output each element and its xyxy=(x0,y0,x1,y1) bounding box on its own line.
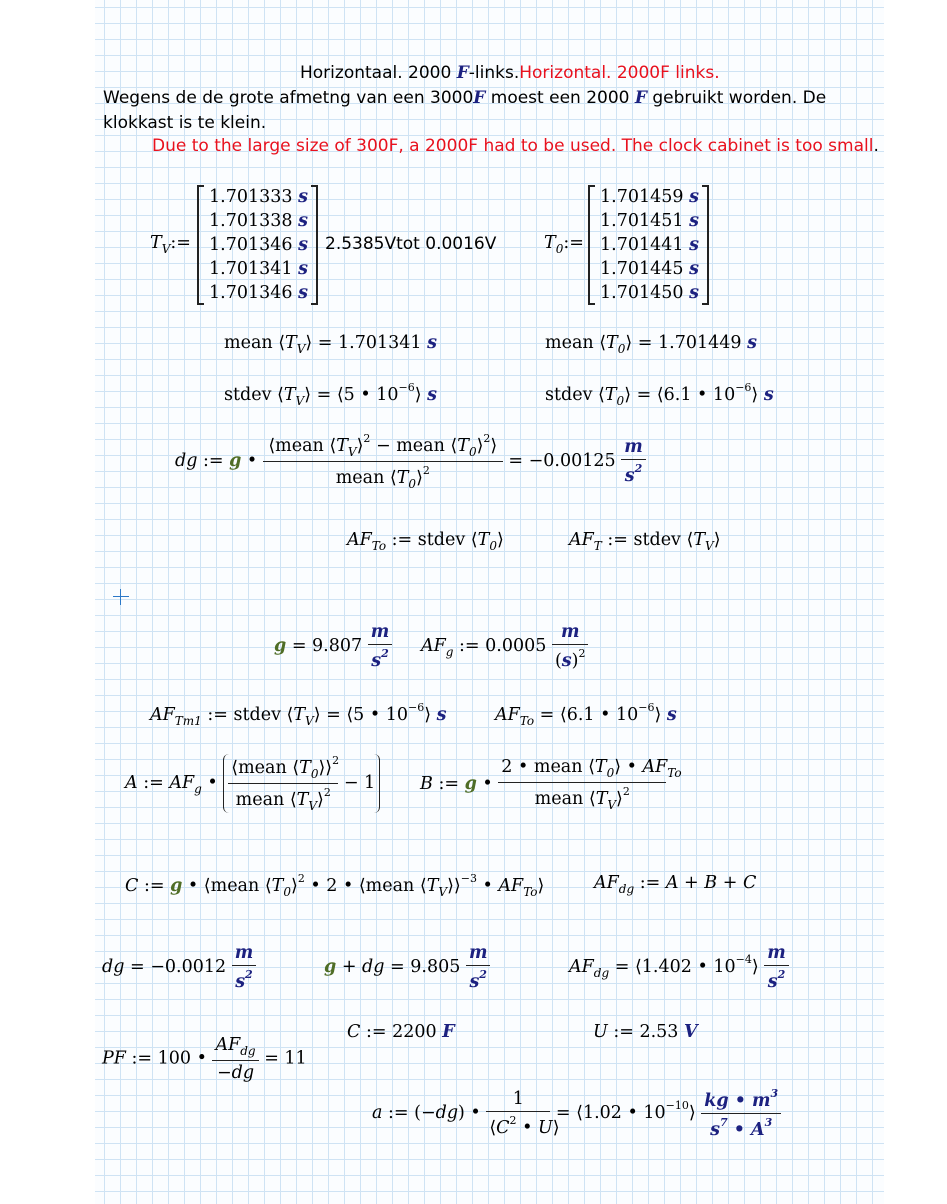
stdev-t0-expr: stdev $⟨T_0⟩$ = ⟨6.1 • $10^{-6}⟩$ s xyxy=(545,381,774,408)
g-def: g = 9.807 $\frac{m}{s^2}$ xyxy=(274,622,392,671)
tv-row: 1.701346 s xyxy=(197,281,318,305)
t0-row: 1.701451 s xyxy=(588,209,709,233)
stdev-tv-expr: stdev $⟨T_V⟩$ = ⟨5 • $10^{-6}⟩$ s xyxy=(224,381,437,408)
voltage-note: 2.5385Vtot 0.0016V xyxy=(325,234,497,254)
c-value: C := 2200 F xyxy=(347,1022,455,1042)
t0-row: 1.701450 s xyxy=(588,281,709,305)
a-formula: A := $AF_g$ • $\frac{⟨mean ⟨T_0⟩⟩^2}{mean ⟨T_V⟩^2}$ − 1 xyxy=(125,754,380,813)
dg-result: dg = −0.0012 $\frac{m}{s^2}$ xyxy=(102,943,256,992)
t0-row: 1.701445 s xyxy=(588,257,709,281)
afg-def: $AF_g$ := 0.0005 $\frac{m}{(s)^2}$ xyxy=(421,622,588,671)
afdg-def: $AF_{dg}$ := A + B + C xyxy=(594,873,757,896)
afto-def: $AF_{To}$ := stdev $⟨T_0⟩$ xyxy=(347,530,504,553)
t0-label: $T_0:=$ xyxy=(544,233,584,256)
afto-value: $AF_{To}$ = ⟨6.1 • $10^{-6}⟩$ s xyxy=(495,701,677,728)
worksheet xyxy=(95,0,884,1204)
insertion-cursor[interactable] xyxy=(113,589,129,605)
dg-formula: dg := g • $\frac{⟨mean ⟨T_V⟩^2 - mean ⟨T_0⟩^2⟩}{mean ⟨T_0⟩^2}$ = −0.00125 $\frac{m}{s^2}$ xyxy=(175,432,646,491)
t0-matrix xyxy=(588,185,709,305)
mean-tv-expr: mean $⟨T_V⟩ = 1.701341$ s xyxy=(224,333,437,356)
g-plus-dg-result: g + dg = 9.805 $\frac{m}{s^2}$ xyxy=(324,943,490,992)
pf-formula: PF := 100 • $\frac{AF_{dg}}{-dg}$ = 11 xyxy=(102,1035,307,1083)
tv-row: 1.701338 s xyxy=(197,209,318,233)
a-lower-formula: a := (−dg) • $\frac{1}{⟨C^2 • U⟩}$ = ⟨1.02 • $10^{-10}⟩$ $\frac{kg • m^3}{s^7 • A^3}$ xyxy=(372,1087,781,1140)
tv-row: 1.701333 s xyxy=(197,185,318,209)
t0-row: 1.701459 s xyxy=(588,185,709,209)
t0-row: 1.701441 s xyxy=(588,233,709,257)
aft-def: $AF_T$ := stdev $⟨T_V⟩$ xyxy=(569,530,721,553)
afdg-result: $AF_{dg}$ = ⟨1.402 • $10^{-4}⟩$ $\frac{m}{s^2}$ xyxy=(569,943,789,992)
mean-t0-expr: mean $⟨T_0⟩ = 1.701449$ s xyxy=(545,333,757,356)
aftm1-def: $AF_{Tm1}$ := stdev $⟨T_V⟩$ = ⟨5 • $10^{-6}⟩$ s xyxy=(150,701,447,728)
c-formula: C := g • ⟨mean $⟨T_0⟩^2$ • 2 • ⟨mean $⟨T_V⟩⟩^{-3}$ • $AF_{To}⟩$ xyxy=(125,872,545,899)
tv-row: 1.701341 s xyxy=(197,257,318,281)
dutch-line-2: klokkast is te klein. xyxy=(103,113,267,133)
tv-row: 1.701346 s xyxy=(197,233,318,257)
b-formula: B := g • $\frac{2 • mean ⟨T_0⟩ • AF_{To}}{mean ⟨T_V⟩^2}$ xyxy=(420,757,682,812)
english-line: Due to the large size of 300F, a 2000F had to be used. The clock cabinet is too small. xyxy=(152,136,879,156)
tv-matrix xyxy=(197,185,318,305)
title-line: Horizontaal. 2000 F-links.Horizontal. 2000F links. xyxy=(300,63,720,83)
u-value: U := 2.53 V xyxy=(593,1022,698,1042)
dutch-line-1: Wegens de de grote afmetng van een 3000F moest een 2000 F gebruikt worden. De xyxy=(103,88,827,108)
tv-label: $T_V:=$ xyxy=(150,233,191,256)
